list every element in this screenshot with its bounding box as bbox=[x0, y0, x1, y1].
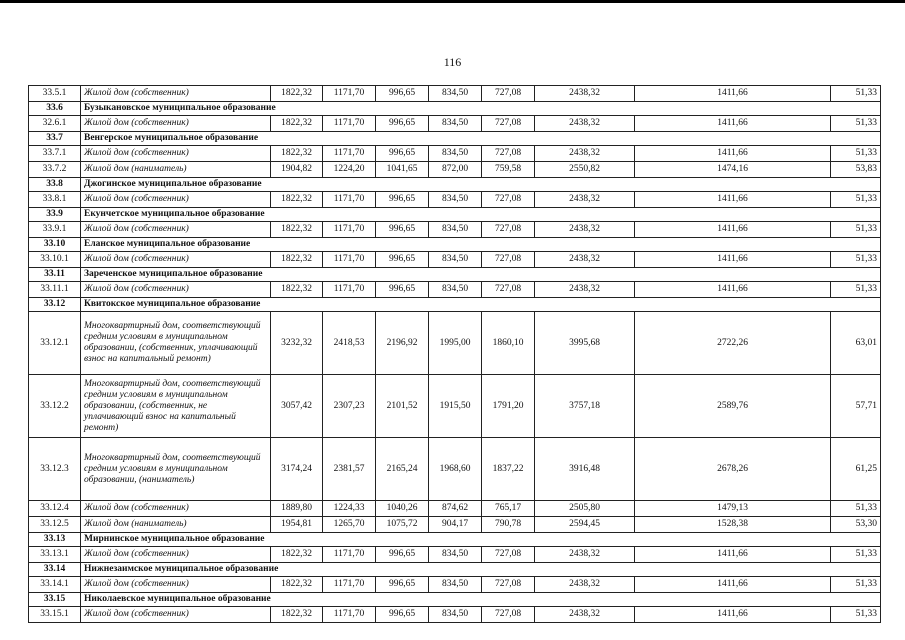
row-description: Жилой дом (собственник) bbox=[81, 607, 271, 623]
table-body bbox=[29, 86, 881, 623]
value-cell: 872,00 bbox=[429, 162, 482, 178]
section-code: 33.13 bbox=[29, 533, 81, 547]
value-cell: 1791,20 bbox=[482, 375, 535, 438]
section-code: 33.14 bbox=[29, 563, 81, 577]
row-description: Жилой дом (собственник) bbox=[81, 282, 271, 298]
row-code: 33.15.1 bbox=[29, 607, 81, 623]
row-description: Многоквартирный дом, соответствующий средним условиям в муниципальном образовании, (собственник, уплачивающий взнос на капитальный ремонт) bbox=[81, 312, 271, 375]
table-row bbox=[29, 312, 881, 375]
value-cell: 3232,32 bbox=[271, 312, 323, 375]
value-cell: 1822,32 bbox=[271, 577, 323, 593]
value-cell: 1822,32 bbox=[271, 607, 323, 623]
value-cell: 996,65 bbox=[376, 607, 429, 623]
value-cell: 834,50 bbox=[429, 222, 482, 238]
tariff-table bbox=[28, 85, 881, 623]
value-cell: 1968,60 bbox=[429, 438, 482, 501]
section-name: Венгерское муниципальное образование bbox=[81, 132, 881, 146]
row-code: 33.8.1 bbox=[29, 192, 81, 208]
value-cell: 727,08 bbox=[482, 607, 535, 623]
value-cell: 51,33 bbox=[831, 501, 881, 517]
value-cell: 1171,70 bbox=[323, 252, 376, 268]
value-cell: 1171,70 bbox=[323, 146, 376, 162]
table-row bbox=[29, 252, 881, 268]
value-cell: 996,65 bbox=[376, 547, 429, 563]
value-cell: 727,08 bbox=[482, 146, 535, 162]
value-cell: 1171,70 bbox=[323, 116, 376, 132]
value-cell: 1224,20 bbox=[323, 162, 376, 178]
section-name: Еланское муниципальное образование bbox=[81, 238, 881, 252]
value-cell: 1995,00 bbox=[429, 312, 482, 375]
value-cell: 3916,48 bbox=[535, 438, 635, 501]
value-cell: 1411,66 bbox=[635, 116, 831, 132]
value-cell: 2438,32 bbox=[535, 547, 635, 563]
value-cell: 53,30 bbox=[831, 517, 881, 533]
section-row bbox=[29, 208, 881, 222]
section-name: Джогинское муниципальное образование bbox=[81, 178, 881, 192]
row-code: 33.12.1 bbox=[29, 312, 81, 375]
value-cell: 996,65 bbox=[376, 222, 429, 238]
value-cell: 2418,53 bbox=[323, 312, 376, 375]
section-name: Мирнинское муниципальное образование bbox=[81, 533, 881, 547]
value-cell: 834,50 bbox=[429, 282, 482, 298]
value-cell: 1171,70 bbox=[323, 282, 376, 298]
row-code: 33.12.4 bbox=[29, 501, 81, 517]
value-cell: 51,33 bbox=[831, 252, 881, 268]
section-code: 33.11 bbox=[29, 268, 81, 282]
value-cell: 1954,81 bbox=[271, 517, 323, 533]
section-code: 33.15 bbox=[29, 593, 81, 607]
value-cell: 834,50 bbox=[429, 252, 482, 268]
value-cell: 2438,32 bbox=[535, 252, 635, 268]
value-cell: 2438,32 bbox=[535, 146, 635, 162]
value-cell: 1837,22 bbox=[482, 438, 535, 501]
value-cell: 3057,42 bbox=[271, 375, 323, 438]
row-code: 33.10.1 bbox=[29, 252, 81, 268]
value-cell: 1860,10 bbox=[482, 312, 535, 375]
table-row bbox=[29, 116, 881, 132]
value-cell: 2438,32 bbox=[535, 607, 635, 623]
row-code: 33.7.2 bbox=[29, 162, 81, 178]
value-cell: 1822,32 bbox=[271, 86, 323, 102]
value-cell: 1822,32 bbox=[271, 116, 323, 132]
value-cell: 51,33 bbox=[831, 86, 881, 102]
value-cell: 2438,32 bbox=[535, 86, 635, 102]
value-cell: 1822,32 bbox=[271, 192, 323, 208]
section-code: 33.7 bbox=[29, 132, 81, 146]
value-cell: 790,78 bbox=[482, 517, 535, 533]
value-cell: 2438,32 bbox=[535, 116, 635, 132]
value-cell: 1528,38 bbox=[635, 517, 831, 533]
value-cell: 1822,32 bbox=[271, 282, 323, 298]
section-row bbox=[29, 178, 881, 192]
value-cell: 51,33 bbox=[831, 577, 881, 593]
value-cell: 765,17 bbox=[482, 501, 535, 517]
value-cell: 727,08 bbox=[482, 282, 535, 298]
value-cell: 1171,70 bbox=[323, 86, 376, 102]
value-cell: 727,08 bbox=[482, 547, 535, 563]
value-cell: 2381,57 bbox=[323, 438, 376, 501]
value-cell: 1474,16 bbox=[635, 162, 831, 178]
table-row bbox=[29, 282, 881, 298]
value-cell: 61,25 bbox=[831, 438, 881, 501]
section-name: Нижнезаимское муниципальное образование bbox=[81, 563, 881, 577]
value-cell: 1171,70 bbox=[323, 577, 376, 593]
value-cell: 2722,26 bbox=[635, 312, 831, 375]
section-row bbox=[29, 298, 881, 312]
value-cell: 1822,32 bbox=[271, 547, 323, 563]
table-row bbox=[29, 547, 881, 563]
page-number: 116 bbox=[443, 55, 462, 69]
value-cell: 874,62 bbox=[429, 501, 482, 517]
value-cell: 1479,13 bbox=[635, 501, 831, 517]
value-cell: 759,58 bbox=[482, 162, 535, 178]
section-code: 33.6 bbox=[29, 102, 81, 116]
value-cell: 1822,32 bbox=[271, 146, 323, 162]
section-name: Бузыкановское муниципальное образование bbox=[81, 102, 881, 116]
row-description: Жилой дом (собственник) bbox=[81, 547, 271, 563]
section-code: 33.10 bbox=[29, 238, 81, 252]
table-row bbox=[29, 192, 881, 208]
value-cell: 834,50 bbox=[429, 116, 482, 132]
value-cell: 1904,82 bbox=[271, 162, 323, 178]
row-code: 33.12.3 bbox=[29, 438, 81, 501]
value-cell: 727,08 bbox=[482, 577, 535, 593]
value-cell: 996,65 bbox=[376, 116, 429, 132]
value-cell: 904,17 bbox=[429, 517, 482, 533]
value-cell: 2550,82 bbox=[535, 162, 635, 178]
row-description: Жилой дом (собственник) bbox=[81, 501, 271, 517]
value-cell: 2594,45 bbox=[535, 517, 635, 533]
value-cell: 996,65 bbox=[376, 146, 429, 162]
section-row bbox=[29, 563, 881, 577]
row-description: Жилой дом (собственник) bbox=[81, 577, 271, 593]
value-cell: 1411,66 bbox=[635, 146, 831, 162]
section-code: 33.9 bbox=[29, 208, 81, 222]
table-row bbox=[29, 162, 881, 178]
table-row bbox=[29, 438, 881, 501]
value-cell: 727,08 bbox=[482, 252, 535, 268]
value-cell: 1041,65 bbox=[376, 162, 429, 178]
row-description: Многоквартирный дом, соответствующий средним условиям в муниципальном образовании, (наниматель) bbox=[81, 438, 271, 501]
row-description: Жилой дом (собственник) bbox=[81, 116, 271, 132]
value-cell: 2196,92 bbox=[376, 312, 429, 375]
value-cell: 996,65 bbox=[376, 282, 429, 298]
value-cell: 996,65 bbox=[376, 252, 429, 268]
value-cell: 834,50 bbox=[429, 86, 482, 102]
value-cell: 1224,33 bbox=[323, 501, 376, 517]
value-cell: 1889,80 bbox=[271, 501, 323, 517]
row-description: Жилой дом (собственник) bbox=[81, 222, 271, 238]
table-row bbox=[29, 222, 881, 238]
value-cell: 2438,32 bbox=[535, 577, 635, 593]
table-row bbox=[29, 517, 881, 533]
value-cell: 727,08 bbox=[482, 222, 535, 238]
value-cell: 1411,66 bbox=[635, 192, 831, 208]
value-cell: 1411,66 bbox=[635, 547, 831, 563]
section-row bbox=[29, 132, 881, 146]
row-code: 33.9.1 bbox=[29, 222, 81, 238]
value-cell: 2165,24 bbox=[376, 438, 429, 501]
row-code: 33.14.1 bbox=[29, 577, 81, 593]
section-row bbox=[29, 593, 881, 607]
row-description: Жилой дом (наниматель) bbox=[81, 162, 271, 178]
value-cell: 51,33 bbox=[831, 547, 881, 563]
row-code: 33.11.1 bbox=[29, 282, 81, 298]
value-cell: 1411,66 bbox=[635, 86, 831, 102]
row-description: Жилой дом (собственник) bbox=[81, 146, 271, 162]
value-cell: 51,33 bbox=[831, 282, 881, 298]
value-cell: 2438,32 bbox=[535, 282, 635, 298]
section-name: Николаевское муниципальное образование bbox=[81, 593, 881, 607]
table-row bbox=[29, 577, 881, 593]
value-cell: 1171,70 bbox=[323, 222, 376, 238]
table-row bbox=[29, 146, 881, 162]
value-cell: 1822,32 bbox=[271, 222, 323, 238]
section-name: Квитокское муниципальное образование bbox=[81, 298, 881, 312]
value-cell: 3174,24 bbox=[271, 438, 323, 501]
value-cell: 834,50 bbox=[429, 192, 482, 208]
value-cell: 996,65 bbox=[376, 577, 429, 593]
value-cell: 996,65 bbox=[376, 192, 429, 208]
value-cell: 53,83 bbox=[831, 162, 881, 178]
value-cell: 63,01 bbox=[831, 312, 881, 375]
row-code: 33.12.2 bbox=[29, 375, 81, 438]
value-cell: 2505,80 bbox=[535, 501, 635, 517]
row-description: Жилой дом (наниматель) bbox=[81, 517, 271, 533]
value-cell: 2678,26 bbox=[635, 438, 831, 501]
table-row bbox=[29, 375, 881, 438]
value-cell: 727,08 bbox=[482, 86, 535, 102]
value-cell: 1411,66 bbox=[635, 282, 831, 298]
row-code: 33.5.1 bbox=[29, 86, 81, 102]
value-cell: 51,33 bbox=[831, 607, 881, 623]
row-description: Многоквартирный дом, соответствующий средним условиям в муниципальном образовании, (собственник, не уплачивающий взнос на капитальный ремонт) bbox=[81, 375, 271, 438]
row-code: 33.7.1 bbox=[29, 146, 81, 162]
value-cell: 51,33 bbox=[831, 146, 881, 162]
value-cell: 1171,70 bbox=[323, 607, 376, 623]
value-cell: 1411,66 bbox=[635, 607, 831, 623]
value-cell: 727,08 bbox=[482, 192, 535, 208]
value-cell: 3995,68 bbox=[535, 312, 635, 375]
row-code: 33.13.1 bbox=[29, 547, 81, 563]
value-cell: 1040,26 bbox=[376, 501, 429, 517]
value-cell: 2438,32 bbox=[535, 222, 635, 238]
value-cell: 1915,50 bbox=[429, 375, 482, 438]
value-cell: 834,50 bbox=[429, 577, 482, 593]
row-description: Жилой дом (собственник) bbox=[81, 192, 271, 208]
row-code: 32.6.1 bbox=[29, 116, 81, 132]
value-cell: 2307,23 bbox=[323, 375, 376, 438]
value-cell: 2438,32 bbox=[535, 192, 635, 208]
value-cell: 57,71 bbox=[831, 375, 881, 438]
value-cell: 1411,66 bbox=[635, 577, 831, 593]
row-description: Жилой дом (собственник) bbox=[81, 252, 271, 268]
value-cell: 727,08 bbox=[482, 116, 535, 132]
value-cell: 3757,18 bbox=[535, 375, 635, 438]
value-cell: 51,33 bbox=[831, 192, 881, 208]
value-cell: 834,50 bbox=[429, 146, 482, 162]
section-name: Зареченское муниципальное образование bbox=[81, 268, 881, 282]
value-cell: 1265,70 bbox=[323, 517, 376, 533]
value-cell: 1171,70 bbox=[323, 192, 376, 208]
section-row bbox=[29, 268, 881, 282]
row-code: 33.12.5 bbox=[29, 517, 81, 533]
value-cell: 1411,66 bbox=[635, 252, 831, 268]
value-cell: 834,50 bbox=[429, 547, 482, 563]
value-cell: 51,33 bbox=[831, 222, 881, 238]
value-cell: 51,33 bbox=[831, 116, 881, 132]
section-row bbox=[29, 238, 881, 252]
value-cell: 1171,70 bbox=[323, 547, 376, 563]
section-name: Екунчетское муниципальное образование bbox=[81, 208, 881, 222]
value-cell: 996,65 bbox=[376, 86, 429, 102]
table-row bbox=[29, 607, 881, 623]
value-cell: 2101,52 bbox=[376, 375, 429, 438]
section-row bbox=[29, 102, 881, 116]
value-cell: 1411,66 bbox=[635, 222, 831, 238]
table-row bbox=[29, 501, 881, 517]
value-cell: 1075,72 bbox=[376, 517, 429, 533]
value-cell: 2589,76 bbox=[635, 375, 831, 438]
value-cell: 1822,32 bbox=[271, 252, 323, 268]
section-row bbox=[29, 533, 881, 547]
table-row bbox=[29, 86, 881, 102]
value-cell: 834,50 bbox=[429, 607, 482, 623]
row-description: Жилой дом (собственник) bbox=[81, 86, 271, 102]
section-code: 33.8 bbox=[29, 178, 81, 192]
section-code: 33.12 bbox=[29, 298, 81, 312]
